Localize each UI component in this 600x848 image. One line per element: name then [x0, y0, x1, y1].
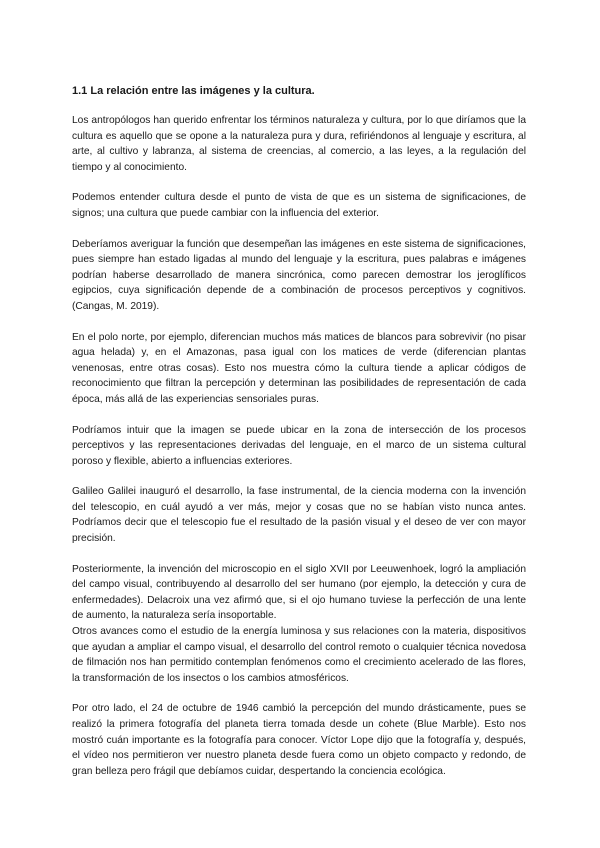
paragraph-image-intersection: Podríamos intuir que la imagen se puede ubicar en la zona de intersección de los procesos perceptivos y las representaciones derivadas del lenguaje, en el marco de un sistema cultural poroso y flexible, abierto a influencias exteriores. — [72, 424, 526, 467]
paragraph-color-perception: En el polo norte, por ejemplo, diferencian muchos más matices de blancos para sobrevivir (no pisar agua helada) y, en el Amazonas, pasa igual con los matices de verde (diferencian plantas venenosas, entre otras cosas). Esto nos muestra cómo la cultura tiende a aplicar códigos de reconocimiento que filtran la percepción y determinan las posibilidades de representación de cada época, más allá de las experiencias sensoriales puras. — [72, 331, 526, 405]
paragraph-culture-signs: Podemos entender cultura desde el punto de vista de que es un sistema de significaciones, de signos; una cultura que puede cambiar con la influencia del exterior. — [72, 192, 526, 219]
paragraph-blue-marble: Por otro lado, el 24 de octubre de 1946 cambió la percepción del mundo drásticamente, pues se realizó la primera fotografía del planeta tierra tomada desde un cohete (Blue Marble). Esto nos mostró cuán importante es la fotografía para conocer. Víctor Lope dijo que la fotografía y, después, el vídeo nos permitieron ver nuestro planeta desde fuera como un objeto compacto y redondo, de gran belleza pero frágil que debíamos cuidar, despertando la conciencia ecológica. — [72, 703, 526, 777]
paragraph-other-advances: Otros avances como el estudio de la energía luminosa y sus relaciones con la materia, dispositivos que ayudan a ampliar el campo visual, el desarrollo del control remoto o cualquier técnica novedosa de filmación nos han permitido contemplan fenómenos como el crecimiento acelerado de las flores, la transformación de los insectos o los cambios atmosféricos. — [72, 626, 526, 684]
document-page — [72, 84, 526, 794]
paragraph-nature-culture: Los antropólogos han querido enfrentar los términos naturaleza y cultura, por lo que diríamos que la cultura es aquello que se opone a la naturaleza pura y dura, refiriéndonos al lenguaje y escritura, al arte, al cultivo y labranza, al sistema de creencias, al comercio, a las leyes, a la regulación del tiempo y al conocimiento. — [72, 115, 526, 173]
paragraph-galileo-telescope: Galileo Galilei inauguró el desarrollo, la fase instrumental, de la ciencia moderna con la invención del telescopio, en cuál ayudó a ver más, mejor y cosas que no se habían visto nunca antes. Podríamos decir que el telescopio fue el resultado de la pasión visual y el deseo de ver con mayor precisión. — [72, 486, 526, 545]
paragraph-images-function: Deberíamos averiguar la función que desempeñan las imágenes en este sistema de significaciones, pues siempre han estado ligadas al mundo del lenguaje y la escritura, pues palabras e imágenes podrían haberse desarrollado de manera sincrónica, como parecen demostrar los jeroglíficos egipcios, cuya significación depende de a combinación de procesos perceptivos y cognitivos. (Cangas, M. 2019). — [72, 238, 526, 312]
section-heading: 1.1 La relación entre las imágenes y la cultura. — [72, 85, 315, 97]
paragraph-microscope: Posteriormente, la invención del microscopio en el siglo XVII por Leeuwenhoek, logró la ampliación del campo visual, contribuyendo al desarrollo del ser humano (por ejemplo, la detección y cura de enfermedades). Delacroix una vez afirmó que, si el ojo humano tuviese la perfección de una lente de aumento, la naturaleza sería insoportable. — [72, 563, 526, 622]
